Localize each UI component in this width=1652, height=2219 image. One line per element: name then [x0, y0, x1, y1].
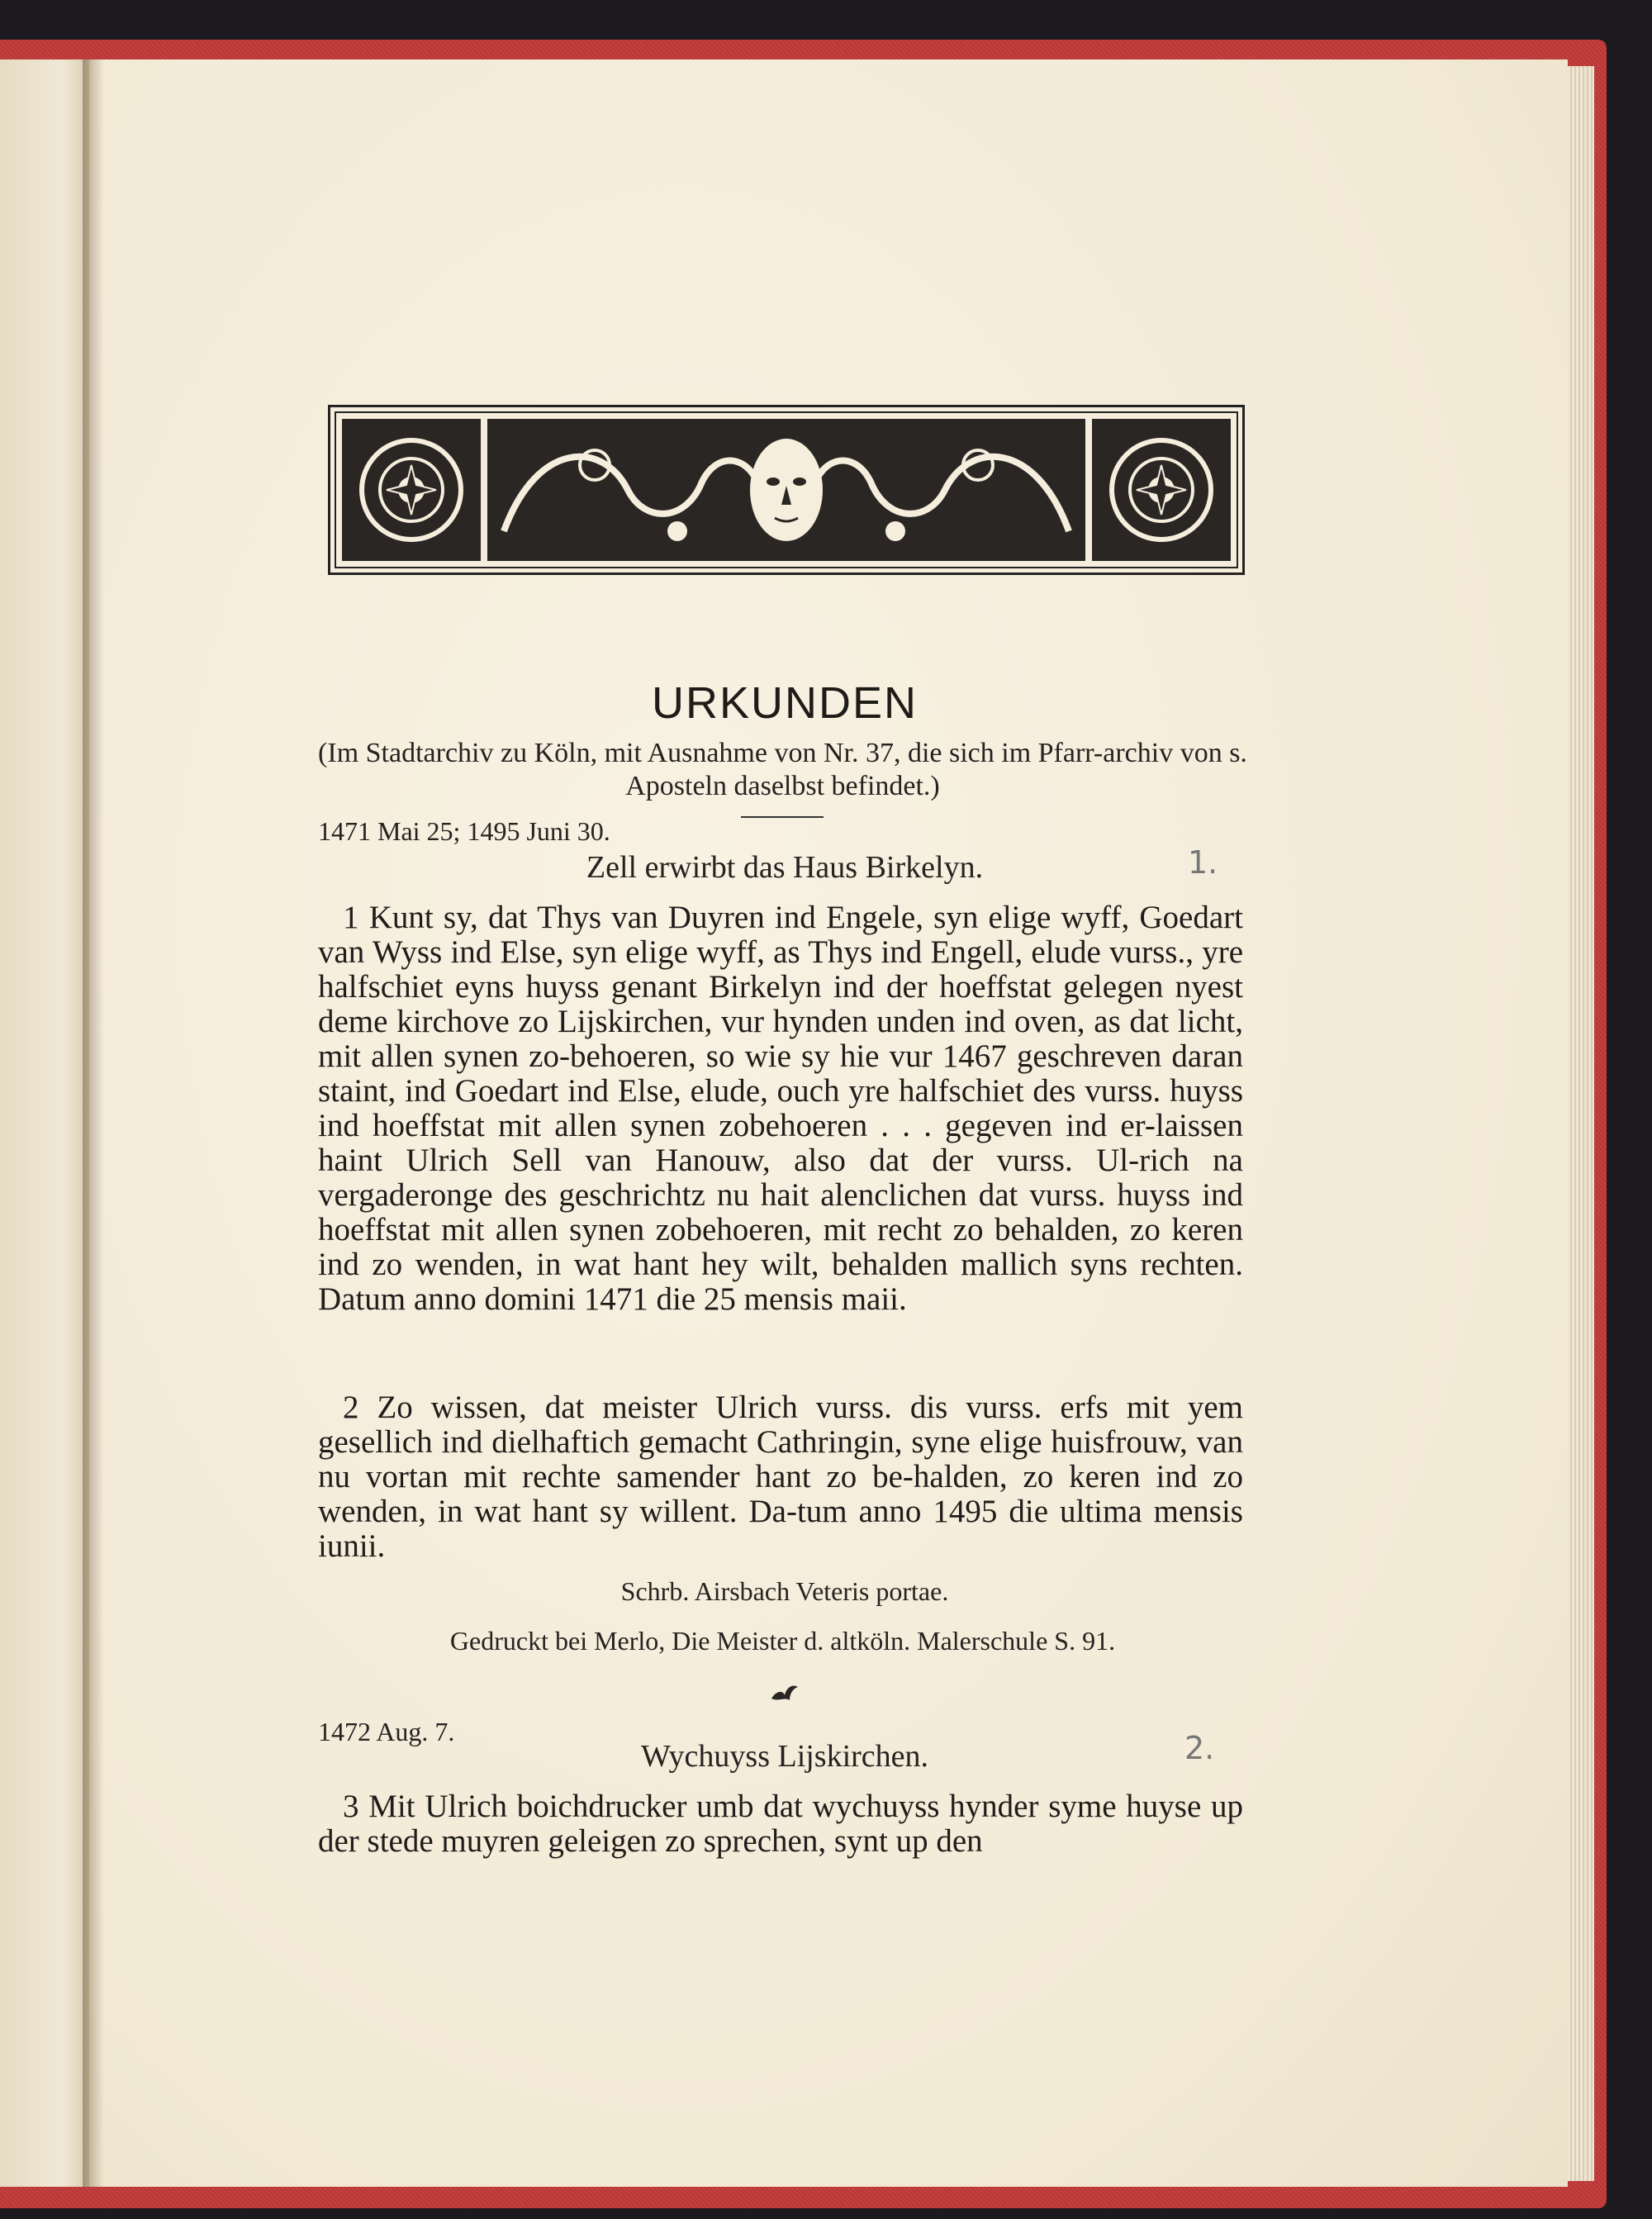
entry-paragraph [318, 900, 1243, 1317]
scribe-note: Schrb. Airsbach Veteris portae. [620, 1576, 949, 1606]
entry-paragraph [318, 1390, 1243, 1564]
print-note: Gedruckt bei Merlo, Die Meister d. altköln. Malerschule S. 91. [449, 1626, 1116, 1656]
entry-paragraph [318, 1789, 1243, 1859]
paragraph-text: 3 Mit Ulrich boichdrucker umb dat wychuyss hynder syme huyse up der stede muyren geleigen zo sprechen, synt up den [318, 1789, 1243, 1859]
divider-rule [741, 816, 824, 818]
subtitle: (Im Stadtarchiv zu Köln, mit Ausnahme von Nr. 37, die sich im Pfarr-archiv von s. Aposteln daselbst befindet.) [318, 738, 1247, 801]
entry-date: 1471 Mai 25; 1495 Juni 30. [318, 816, 610, 846]
fleuron-icon [768, 1675, 801, 1708]
entry-date: 1472 Aug. 7. [318, 1717, 455, 1746]
margin-mark: 2. [1184, 1730, 1215, 1766]
paragraph-text: 2 Zo wissen, dat meister Ulrich vurss. dis vurss. erfs mit yem gesellich ind dielhaftich gemacht Cathringin, syne elige huisfrouw, van nu vortan mit rechte samender hant zo be-halden, zo keren ind zo wenden, in wat hant sy willent. Da-tum anno 1495 die ultima mensis iunii. [318, 1390, 1243, 1564]
spine-shadow [83, 59, 104, 2187]
entry-heading: Zell erwirbt das Haus Birkelyn. [586, 850, 984, 885]
margin-mark: 1. [1188, 844, 1218, 881]
left-page [0, 59, 89, 2187]
ornamental-headpiece [328, 405, 1245, 575]
page-edges [1568, 66, 1594, 2181]
entry-heading: Wychuyss Lijskirchen. [640, 1739, 929, 1774]
paragraph-text: 1 Kunt sy, dat Thys van Duyren ind Engele, syn elige wyff, Goedart van Wyss ind Else, syn elige wyff, as Thys ind Engell, elude vurss., yre halfschiet eyns huyss genant Birkelyn ind der hoeffstat gelegen nyest deme kirchove zo Lijskirchen, vur hynden unden ind oven, as dat licht, mit allen synen zo-behoeren, so wie sy hie vur 1467 geschreven daran staint, ind Goedart ind Else, elude, ouch yre halfschiet des vurss. huyss ind hoeffstat mit allen synen zobehoeren . . . gegeven ind er-laissen haint Ulrich Sell van Hanouw, also dat der vurss. Ul-rich na vergaderonge des geschrichtz nu hait alenclichen dat vurss. huyss ind hoeffstat mit allen synen zobehoeren, mit recht zo behalden, zo keren ind zo wenden, in wat hant hey wilt, behalden mallich syns rechten. Datum anno domini 1471 die 25 mensis maii. [318, 900, 1243, 1317]
page-title: URKUNDEN [651, 678, 919, 728]
